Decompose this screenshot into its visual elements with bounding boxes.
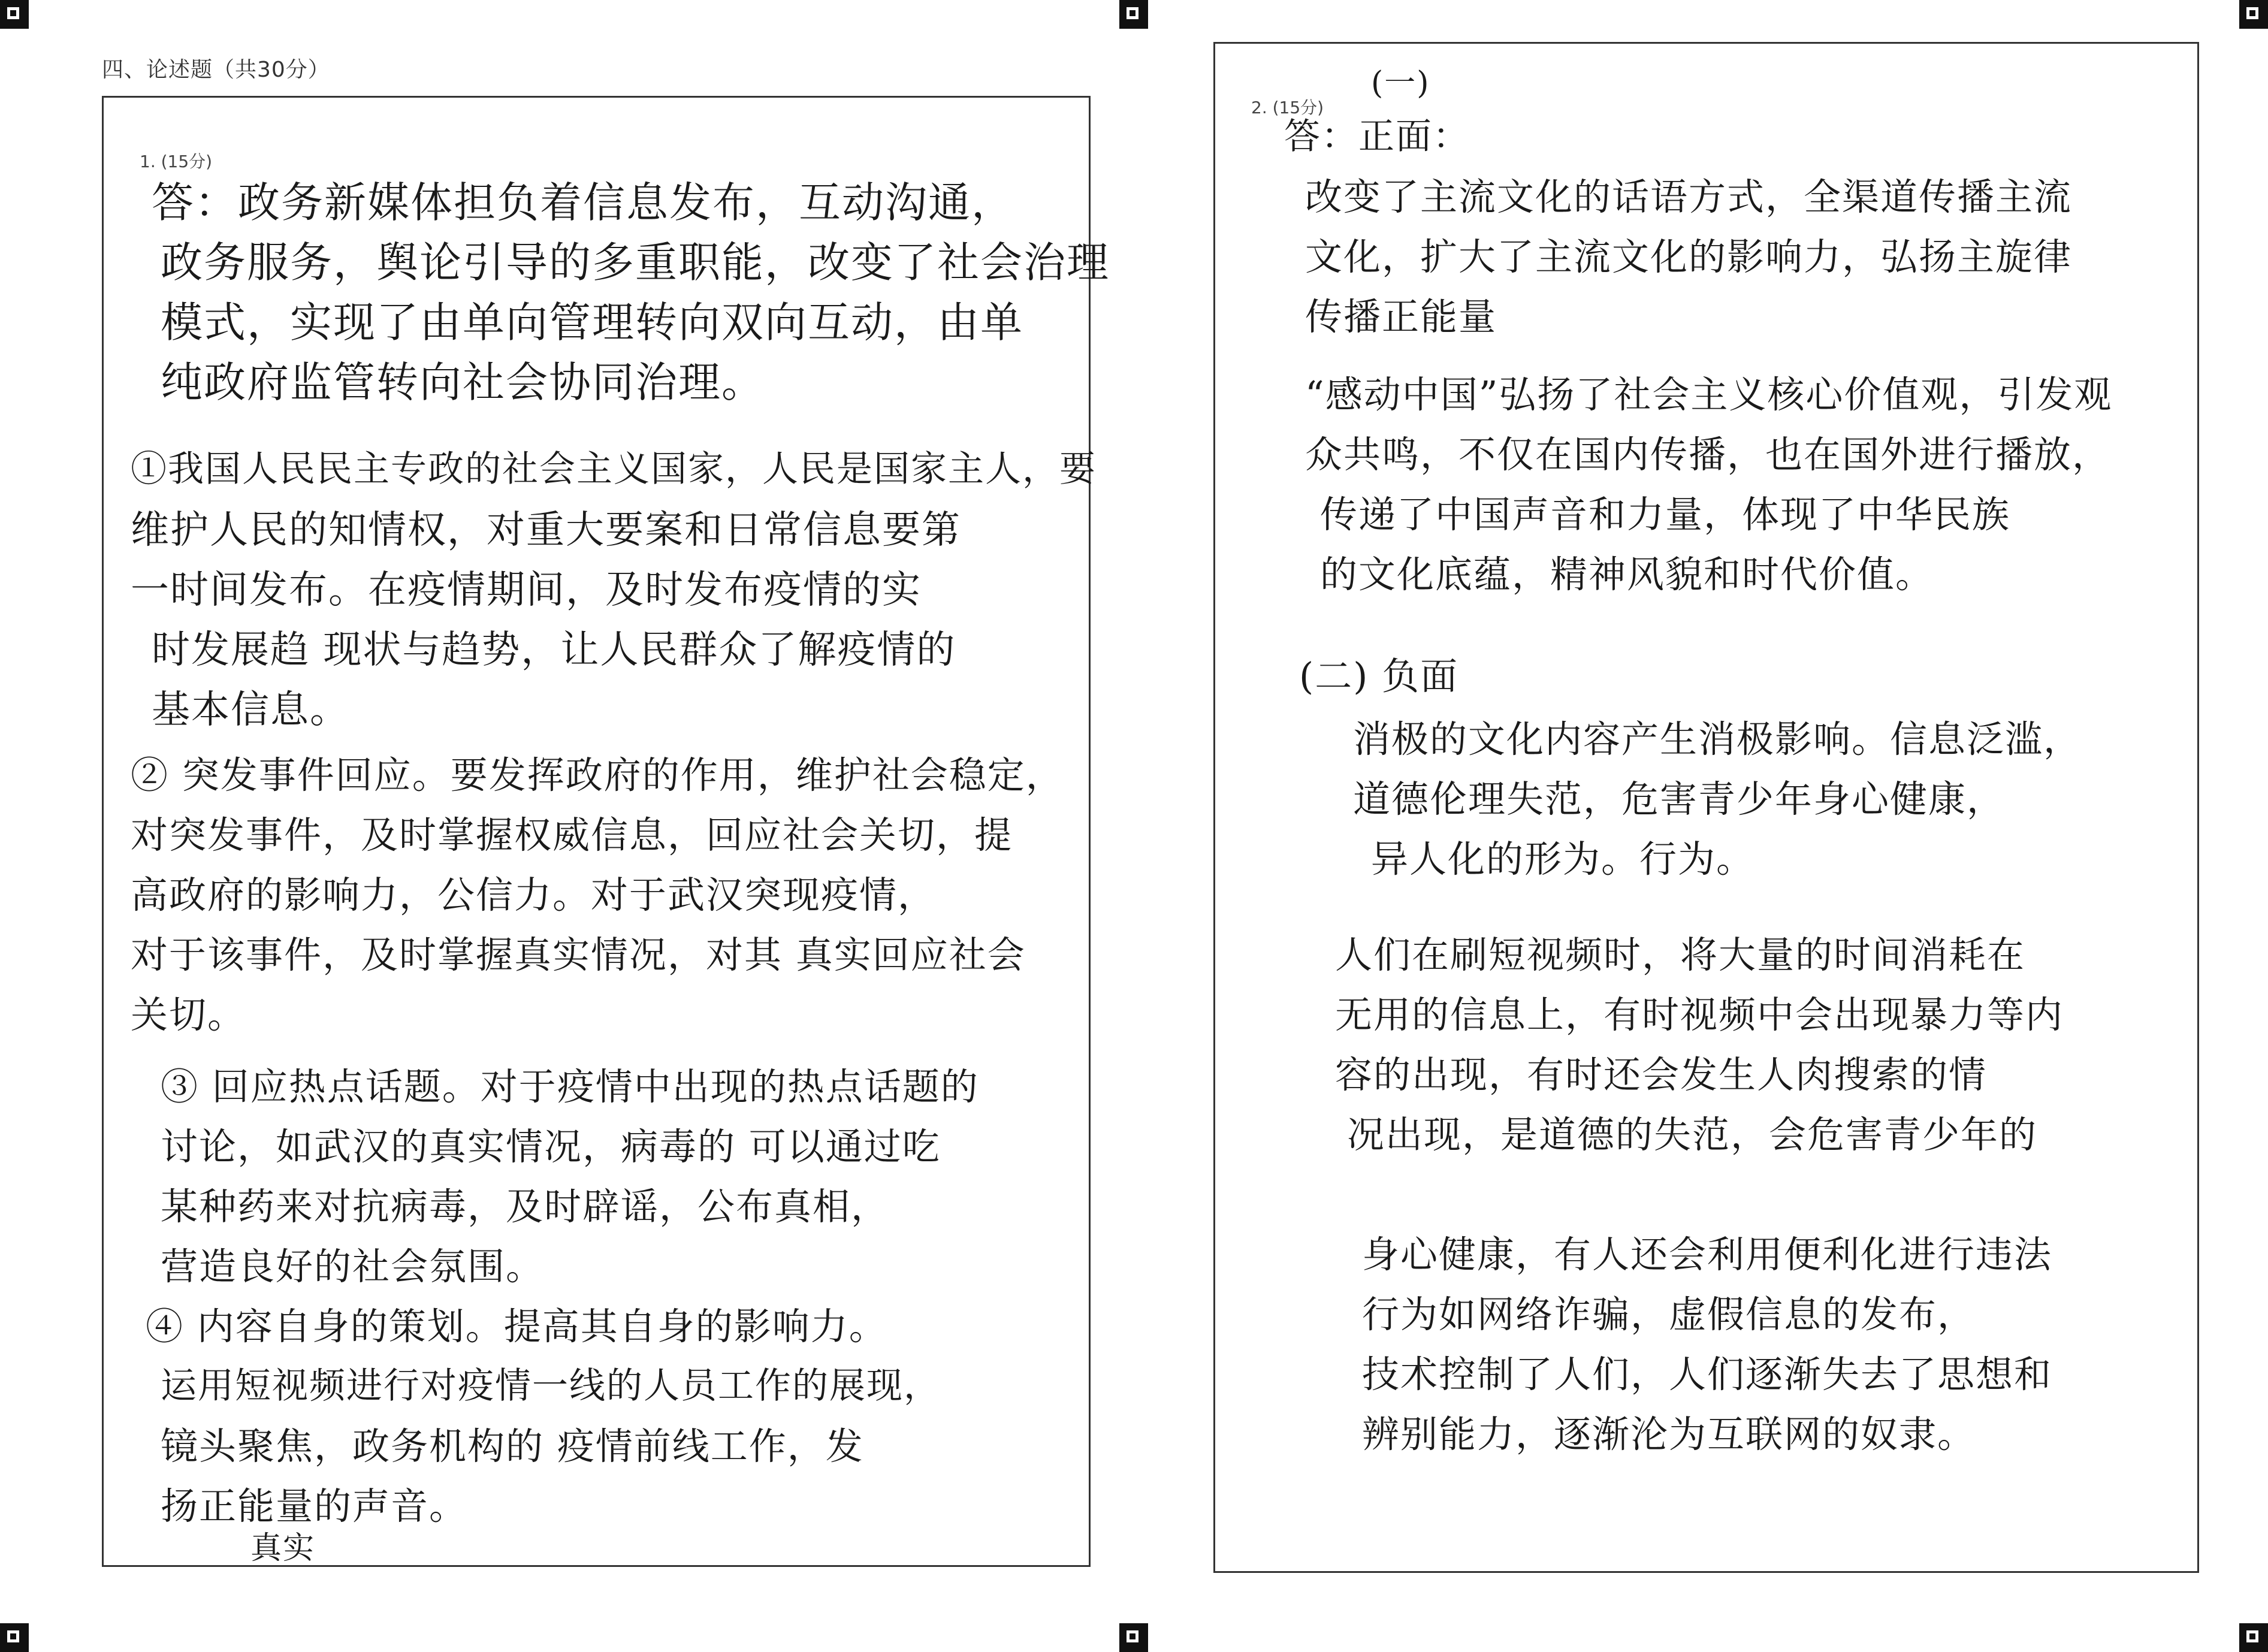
- answer-line: 对突发事件，及时掌握权威信息，回应社会关切，提: [131, 813, 1013, 857]
- answer-line: 异人化的形为。行为。: [1371, 837, 1755, 881]
- answer-line: 扬正能量的声音。: [161, 1484, 468, 1528]
- insert-note: 真实: [250, 1530, 316, 1566]
- answer-line: 消极的文化内容产生消极影响。信息泛滥，: [1353, 717, 2082, 761]
- answer-line: 行为如网络诈骗，虚假信息的发布，: [1362, 1292, 1976, 1336]
- answer-line: 传播正能量: [1305, 295, 1497, 339]
- answer-line: 众共鸣，不仅在国内传播，也在国外进行播放，: [1305, 433, 2111, 476]
- answer-line: 时发展趋 现状与趋势，让人民群众了解疫情的: [152, 628, 956, 672]
- part-marker-positive: (一): [1371, 65, 1430, 101]
- answer-line: 对于该事件，及时掌握真实情况，对其 真实回应社会: [131, 933, 1026, 977]
- answer-line: 高政府的影响力，公信力。对于武汉突现疫情，: [131, 873, 937, 917]
- answer-line: 维护人民的知情权，对重大要案和日常信息要第: [131, 508, 961, 552]
- answer-line: 道德伦理失范，危害青少年身心健康，: [1353, 777, 2006, 821]
- answer-line: 关切。: [131, 993, 246, 1037]
- answer-line: 一时间发布。在疫情期间，及时发布疫情的实: [131, 568, 922, 612]
- answer-line: “感动中国”弘扬了社会主义核心价值观，引发观: [1305, 373, 2113, 416]
- answer-line: 容的出现，有时还会发生人肉搜索的情: [1335, 1053, 1988, 1097]
- answer-line: ④ 内容自身的策划。提高其自身的影响力。: [146, 1304, 887, 1348]
- answer-line: 改变了主流文化的话语方式，全渠道传播主流: [1305, 175, 2073, 219]
- answer-line: 答：正面：: [1284, 116, 1470, 158]
- answer-line: ①我国人民民主专政的社会主义国家，人民是国家主人，要: [131, 448, 1097, 490]
- registration-marker-top-right: [2239, 0, 2268, 29]
- answer-line: 身心健康，有人还会利用便利化进行违法: [1362, 1233, 2053, 1276]
- answer-box-q1: [102, 96, 1110, 1567]
- answer-line: 答：政务新媒体担负着信息发布，互动沟通，: [152, 178, 1014, 227]
- answer-line: 政务服务，舆论引导的多重职能，改变了社会治理: [161, 238, 1110, 287]
- question-number-q2: 2. (15分): [1251, 98, 1324, 117]
- question-number-q1: 1. (15分): [140, 152, 213, 171]
- section-title: 四、论述题（共30分）: [102, 58, 330, 82]
- registration-marker-bottom-left: [0, 1623, 29, 1652]
- answer-line: 模式，实现了由单向管理转向双向互动，由单: [161, 298, 1023, 347]
- answer-line: 无用的信息上，有时视频中会出现暴力等内: [1335, 993, 2064, 1037]
- answer-line: 营造良好的社会氛围。: [161, 1245, 545, 1288]
- answer-line: 况出现，是道德的失范，会危害青少年的: [1347, 1113, 2038, 1156]
- answer-line: 运用短视频进行对疫情一线的人员工作的展现，: [161, 1365, 941, 1407]
- answer-line: 文化，扩大了主流文化的影响力，弘扬主旋律: [1305, 235, 2073, 279]
- registration-marker-bottom-center: [1119, 1623, 1148, 1652]
- answer-line: 讨论，如武汉的真实情况，病毒的 可以通过吃: [161, 1125, 941, 1168]
- answer-line: ② 突发事件回应。要发挥政府的作用，维护社会稳定，: [131, 753, 1064, 797]
- answer-line: 基本信息。: [152, 688, 349, 732]
- answer-line: 技术控制了人们，人们逐渐失去了思想和: [1362, 1352, 2053, 1396]
- answer-line: 辨别能力，逐渐沦为互联网的奴隶。: [1362, 1412, 1976, 1456]
- answer-box-q2: [1213, 42, 2199, 1573]
- registration-marker-bottom-right: [2239, 1623, 2268, 1652]
- answer-line: 纯政府监管转向社会协同治理。: [161, 358, 765, 407]
- answer-line: 传递了中国声音和力量，体现了中华民族: [1320, 493, 2011, 536]
- answer-line: 镜头聚焦，政务机构的 疫情前线工作，发: [161, 1424, 864, 1468]
- answer-line: 的文化底蕴，精神风貌和时代价值。: [1320, 552, 1934, 596]
- registration-marker-top-center: [1119, 0, 1148, 29]
- answer-line: 某种药来对抗病毒，及时辟谣，公布真相，: [161, 1185, 890, 1228]
- answer-line: ③ 回应热点话题。对于疫情中出现的热点话题的: [161, 1065, 979, 1109]
- answer-line: (二) 负面: [1299, 654, 1459, 698]
- registration-marker-top-left: [0, 0, 29, 29]
- answer-line: 人们在刷短视频时，将大量的时间消耗在: [1335, 933, 2026, 977]
